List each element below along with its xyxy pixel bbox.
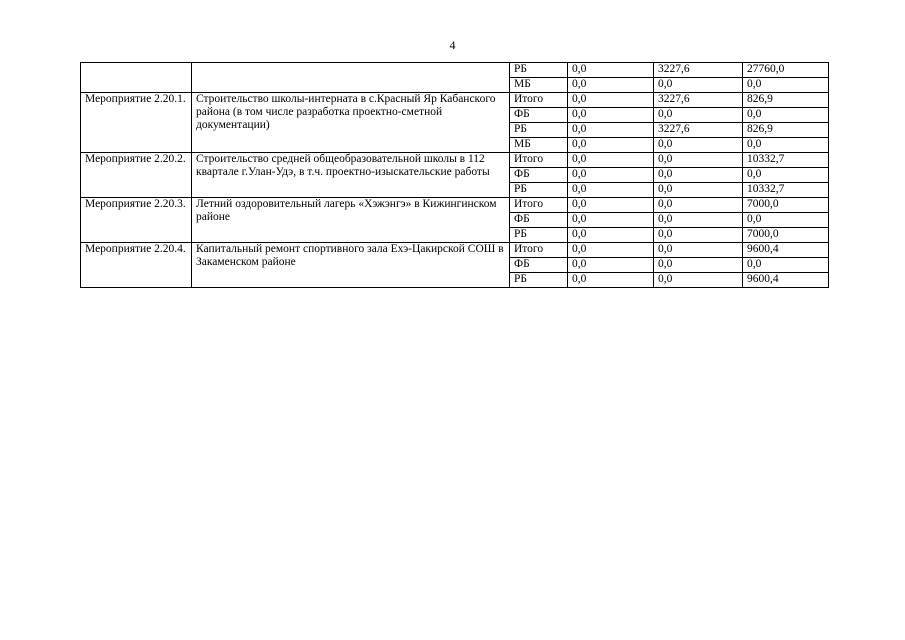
value-cell: 0,0 <box>568 123 654 138</box>
value-cell: 3227,6 <box>654 63 743 78</box>
continuation-description-cell <box>192 63 510 93</box>
measure-description: Строительство школы-интерната в с.Красный Яр Кабанского района (в том числе разработка проектно-сметной документации) <box>192 93 510 153</box>
table-row <box>81 198 829 213</box>
value-cell: 7000,0 <box>743 228 829 243</box>
budget-table <box>80 62 829 288</box>
value-cell: 0,0 <box>568 228 654 243</box>
value-cell: 0,0 <box>654 78 743 93</box>
value-cell: 0,0 <box>654 243 743 258</box>
value-cell: 0,0 <box>743 168 829 183</box>
value-cell: 0,0 <box>568 138 654 153</box>
table-row <box>81 93 829 108</box>
value-cell: 0,0 <box>654 183 743 198</box>
source-cell: РБ <box>510 273 568 288</box>
measure-label: Мероприятие 2.20.3. <box>81 198 192 243</box>
table-row <box>81 153 829 168</box>
value-cell: 826,9 <box>743 93 829 108</box>
measure-description: Капитальный ремонт спортивного зала Ехэ-Цакирской СОШ в Закаменском районе <box>192 243 510 288</box>
source-cell: ФБ <box>510 213 568 228</box>
value-cell: 0,0 <box>654 138 743 153</box>
budget-table-body <box>81 63 829 288</box>
value-cell: 0,0 <box>568 153 654 168</box>
value-cell: 9600,4 <box>743 243 829 258</box>
value-cell: 0,0 <box>654 198 743 213</box>
value-cell: 0,0 <box>568 198 654 213</box>
value-cell: 3227,6 <box>654 93 743 108</box>
continuation-label-cell <box>81 63 192 93</box>
source-cell: Итого <box>510 93 568 108</box>
source-cell: РБ <box>510 123 568 138</box>
source-cell: Итого <box>510 153 568 168</box>
value-cell: 0,0 <box>654 108 743 123</box>
value-cell: 0,0 <box>743 138 829 153</box>
source-cell: ФБ <box>510 108 568 123</box>
value-cell: 0,0 <box>743 108 829 123</box>
measure-label: Мероприятие 2.20.2. <box>81 153 192 198</box>
value-cell: 0,0 <box>568 273 654 288</box>
value-cell: 0,0 <box>743 213 829 228</box>
table-row <box>81 243 829 258</box>
value-cell: 0,0 <box>654 258 743 273</box>
source-cell: РБ <box>510 183 568 198</box>
source-cell: ФБ <box>510 168 568 183</box>
value-cell: 0,0 <box>568 183 654 198</box>
value-cell: 0,0 <box>568 108 654 123</box>
value-cell: 0,0 <box>568 243 654 258</box>
measure-label: Мероприятие 2.20.1. <box>81 93 192 153</box>
measure-description: Строительство средней общеобразовательной школы в 112 квартале г.Улан-Удэ, в т.ч. проектно-изыскательские работы <box>192 153 510 198</box>
value-cell: 0,0 <box>568 168 654 183</box>
source-cell: Итого <box>510 243 568 258</box>
value-cell: 0,0 <box>654 213 743 228</box>
page-number: 4 <box>449 38 456 52</box>
value-cell: 0,0 <box>568 213 654 228</box>
value-cell: 0,0 <box>743 258 829 273</box>
value-cell: 0,0 <box>654 273 743 288</box>
value-cell: 0,0 <box>654 168 743 183</box>
value-cell: 10332,7 <box>743 183 829 198</box>
measure-description: Летний оздоровительный лагерь «Хэжэнгэ» в Кижингинском районе <box>192 198 510 243</box>
value-cell: 10332,7 <box>743 153 829 168</box>
value-cell: 826,9 <box>743 123 829 138</box>
value-cell: 0,0 <box>568 93 654 108</box>
value-cell: 0,0 <box>568 258 654 273</box>
value-cell: 0,0 <box>654 153 743 168</box>
value-cell: 7000,0 <box>743 198 829 213</box>
source-cell: РБ <box>510 228 568 243</box>
value-cell: 0,0 <box>568 78 654 93</box>
measure-label: Мероприятие 2.20.4. <box>81 243 192 288</box>
source-cell: МБ <box>510 138 568 153</box>
value-cell: 0,0 <box>654 228 743 243</box>
value-cell: 0,0 <box>568 63 654 78</box>
value-cell: 27760,0 <box>743 63 829 78</box>
source-cell: ФБ <box>510 258 568 273</box>
source-cell: РБ <box>510 63 568 78</box>
table-row <box>81 63 829 78</box>
value-cell: 9600,4 <box>743 273 829 288</box>
value-cell: 3227,6 <box>654 123 743 138</box>
source-cell: МБ <box>510 78 568 93</box>
source-cell: Итого <box>510 198 568 213</box>
value-cell: 0,0 <box>743 78 829 93</box>
